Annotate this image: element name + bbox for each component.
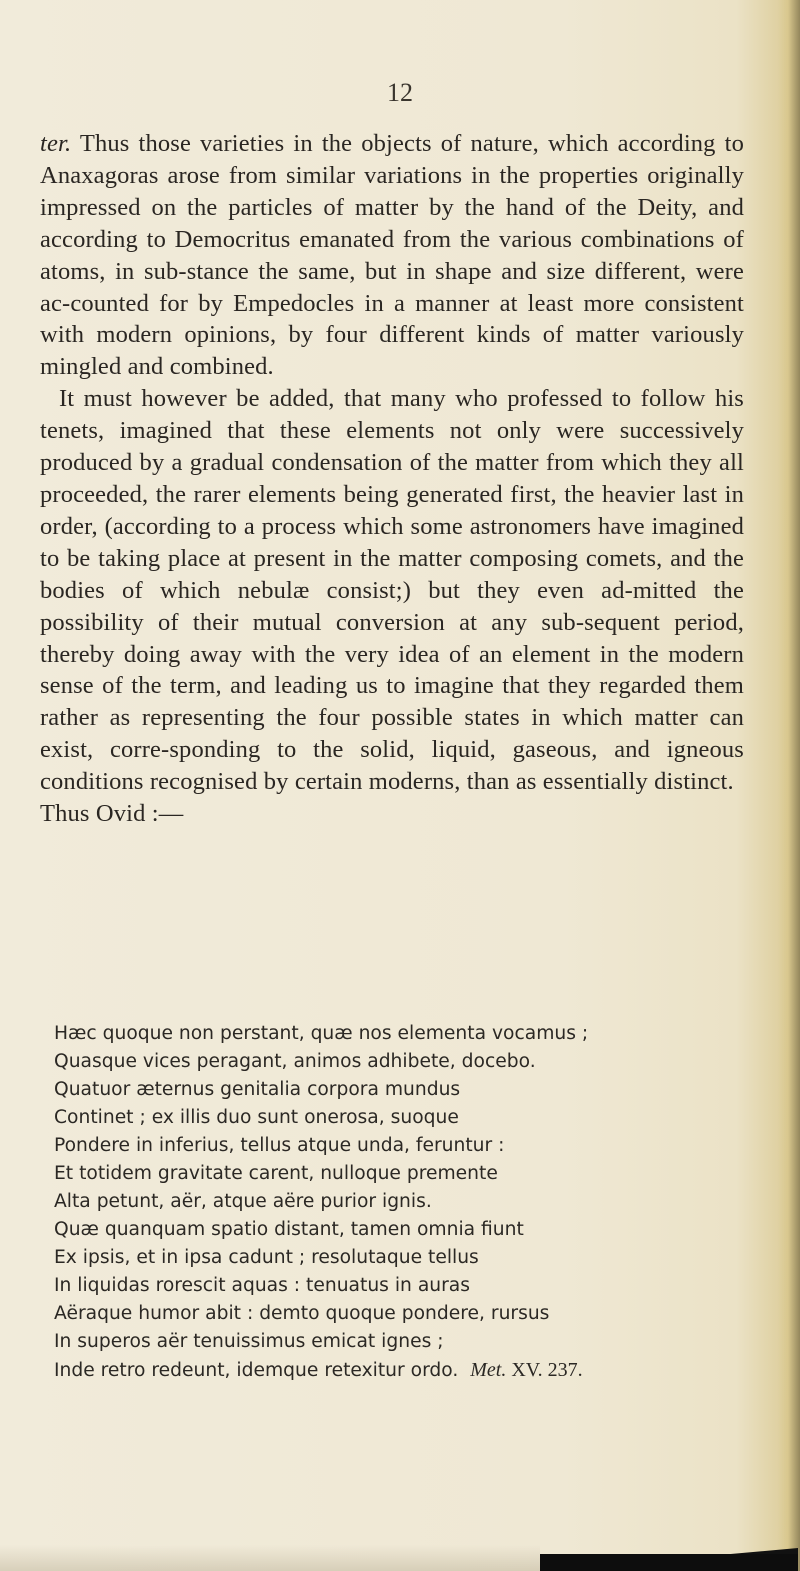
paragraph-2 bbox=[40, 383, 744, 798]
paragraph-1 bbox=[40, 128, 744, 383]
verse-line: Quæ quanquam spatio distant, tamen omnia fiunt bbox=[54, 1219, 524, 1240]
body-text bbox=[40, 128, 744, 830]
latin-verse-quotation bbox=[54, 1020, 754, 1385]
citation-work: Met. bbox=[470, 1359, 507, 1381]
verse-line: Pondere in inferius, tellus atque unda, feruntur : bbox=[54, 1135, 505, 1156]
verse-line: Hæc quoque non perstant, quæ nos elementa vocamus ; bbox=[54, 1023, 589, 1044]
verse-line: Continet ; ex illis duo sunt onerosa, suoque bbox=[54, 1107, 459, 1128]
page-edge-shadow bbox=[778, 0, 800, 1571]
verse-line-last bbox=[54, 1356, 754, 1385]
page-number: 12 bbox=[387, 78, 413, 107]
paragraph-2-text: It must however be added, that many who professed to follow his tenets, imagined that these elements not only were successively produced by a gradual condensation of the matter from which they all proceeded, the rarer elements being generated first, the heavier last in order, (according to a process which some astronomers have imagined to be taking place at present in the matter composing comets, and the bodies of which nebulæ consist;) but they even ad-mitted the possibility of their mutual conversion at any sub-sequent period, thereby doing away with the very idea of an element in the modern sense of the term, and leading us to imagine that they regarded them rather as representing the four possible states in which matter can exist, corre-sponding to the solid, liquid, gaseous, and igneous conditions recognised by certain moderns, than as essentially distinct. bbox=[40, 385, 744, 796]
ovid-intro-line: Thus Ovid :— bbox=[40, 800, 184, 828]
citation-ref: XV. 237. bbox=[506, 1359, 583, 1381]
verse-line: In superos aër tenuissimus emicat ignes ; bbox=[54, 1331, 444, 1352]
verse-line: Ex ipsis, et in ipsa cadunt ; resolutaque tellus bbox=[54, 1247, 479, 1268]
citation bbox=[470, 1359, 582, 1381]
verse-line: In liquidas rorescit aquas : tenuatus in auras bbox=[54, 1275, 470, 1296]
verse-line: Et totidem gravitate carent, nulloque premente bbox=[54, 1163, 498, 1184]
verse-line: Aëraque humor abit : demto quoque pondere, rursus bbox=[54, 1303, 550, 1324]
bottom-scan-artifact-fill bbox=[540, 1554, 798, 1571]
verse-line-last-text: Inde retro redeunt, idemque retexitur ordo. bbox=[54, 1360, 459, 1381]
paragraph-1-lead: ter. bbox=[40, 130, 72, 157]
verse-line: Quatuor æternus genitalia corpora mundus bbox=[54, 1079, 461, 1100]
verse-line: Alta petunt, aër, atque aëre purior ignis. bbox=[54, 1191, 432, 1212]
verse-line: Quasque vices peragant, animos adhibete, docebo. bbox=[54, 1051, 536, 1072]
bottom-edge-shadow bbox=[0, 1545, 540, 1571]
paragraph-1-text: Thus those varieties in the objects of nature, which according to Anaxagoras arose from similar variations in the properties originally impressed on the particles of matter by the hand of the Deity, and according to Democritus emanated from the various combinations of atoms, in sub-stance the same, but in shape and size different, were ac-counted for by Empedocles in a manner at least more consistent with modern opinions, by four different kinds of matter variously mingled and combined. bbox=[40, 130, 744, 381]
